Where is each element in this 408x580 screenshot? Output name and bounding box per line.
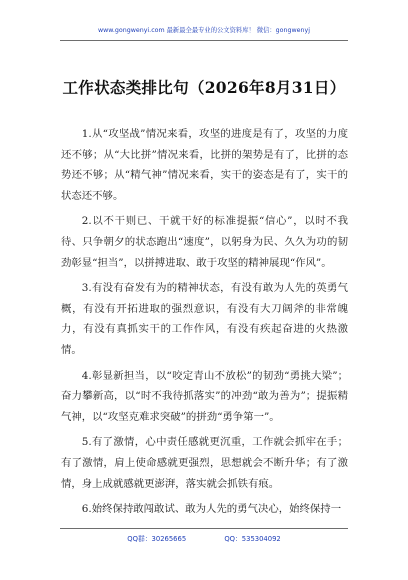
- footer-qq-group: QQ群：30265665: [127, 535, 187, 543]
- paragraph-3: 3.有没有奋发有为的精神状态，有没有敢为人先的英勇气概，有没有开拓进取的强烈意识，有没有大刀阔斧的非常魄力，有没有真抓实干的工作作风，有没有疾起奋进的火热激情。: [61, 282, 348, 356]
- footer-divider: [60, 528, 348, 529]
- header-divider: [60, 40, 348, 41]
- paragraph-6: 6.始终保持敢闯敢试、敢为人先的勇气决心，始终保持一: [81, 503, 342, 516]
- paragraph-2: 2.以不干则已、干就干好的标准提振“信心”，以时不我待、只争朝夕的状态跑出“速度”，以躬身为民、久久为功的韧劲彰显“担当”，以拼搏进取、敢于攻坚的精神展现“作风”。: [61, 215, 348, 269]
- paragraph-5: 5.有了激情，心中责任感就更沉重，工作就会抓牢在手；有了激情，肩上使命感就更强烈，思想就会不断升华；有了激情，身上成就感就更澎湃，落实就会抓铁有痕。: [61, 436, 348, 490]
- document-body: [61, 124, 348, 525]
- paragraph-1: 1.从“攻坚战”情况来看，攻坚的进度是有了，攻坚的力度还不够；从“大比拼”情况来看，比拼的架势是有了，比拼的态势还不够；从“精气神”情况来看，实干的姿态是有了，实干的状态还不够。: [61, 128, 348, 202]
- paragraph-4: 4.彰显新担当，以“咬定青山不放松”的韧劲“勇挑大梁”；奋力攀新高，以“时不我待抓落实”的冲劲“敢为善为”；提振精气神，以“攻坚克难求突破”的拼劲“勇争第一”。: [61, 369, 348, 423]
- footer-qq: QQ：535304092: [224, 535, 281, 543]
- document-title: 工作状态类排比句（2026年8月31日）: [62, 78, 346, 97]
- header-banner: www.gongwenyi.com 最新最全最专业的公文资料库！ 微信：gongwenyj: [97, 27, 311, 34]
- footer-contact: [0, 533, 408, 543]
